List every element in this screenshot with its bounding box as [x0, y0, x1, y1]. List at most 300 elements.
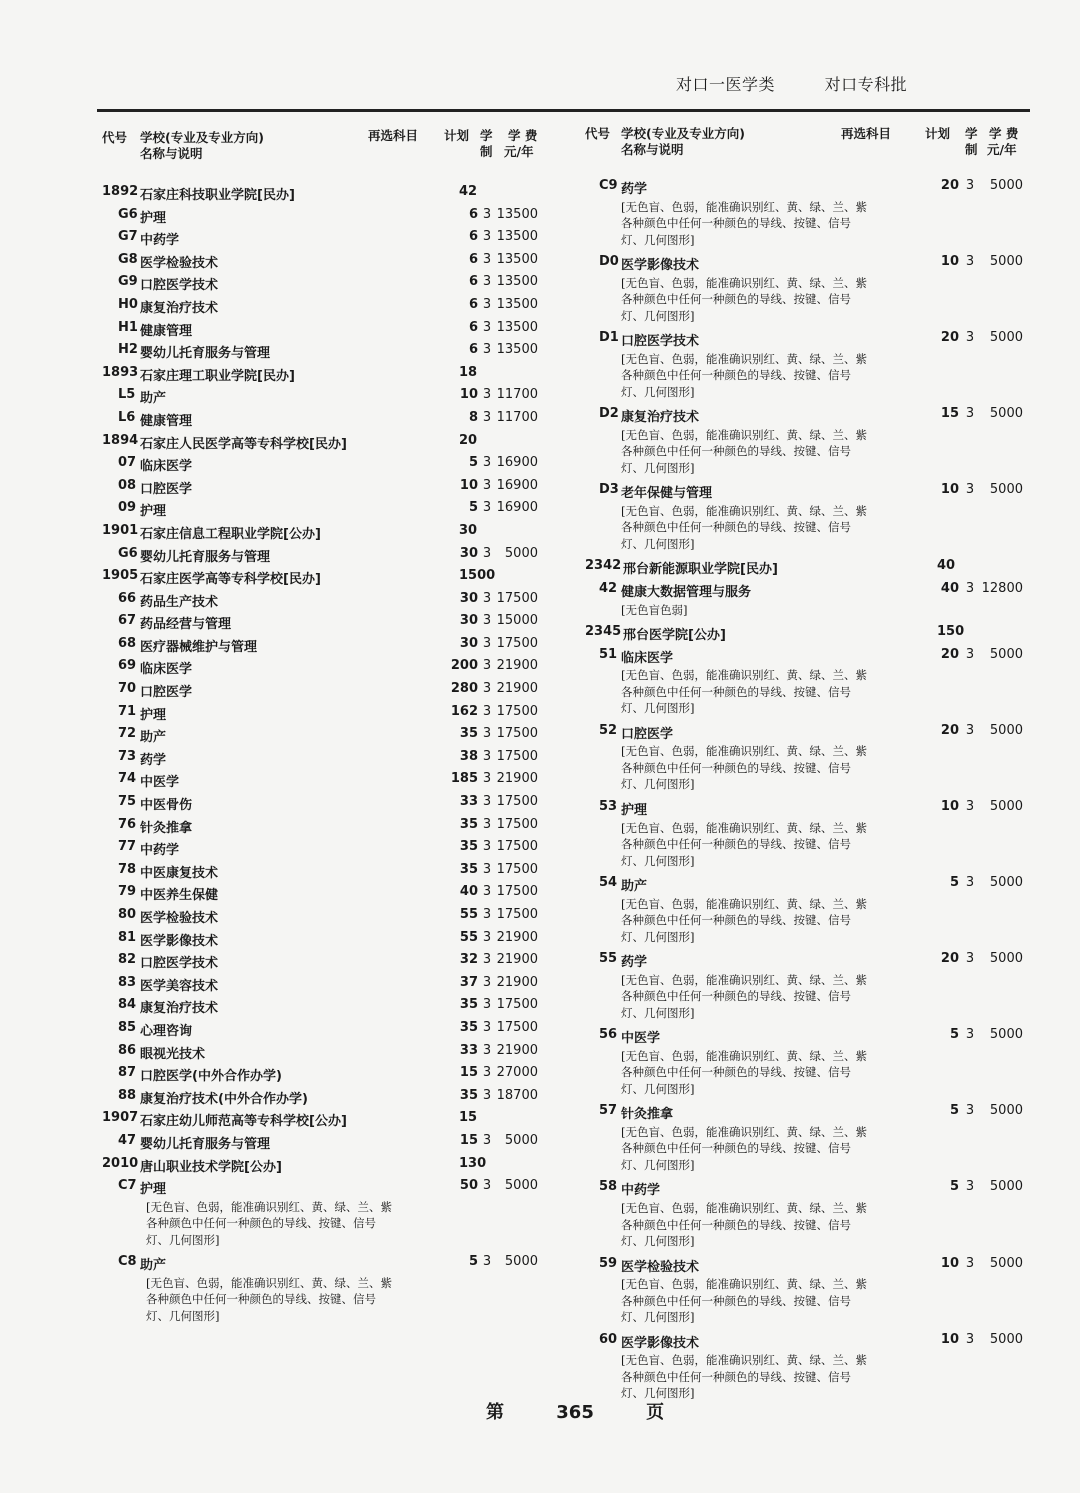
major-plan: 6 [468, 296, 478, 312]
major-length: 3 [482, 1065, 492, 1081]
batch-title: 对口专科批 [824, 75, 908, 94]
major-plan: 35 [459, 1019, 478, 1035]
major-fee: 21900 [496, 952, 538, 968]
major-plan: 55 [459, 907, 478, 922]
major-fee: 11700 [496, 387, 538, 403]
major-fee: 13500 [496, 319, 538, 335]
major-row [585, 721, 1035, 744]
major-plan: 50 [459, 1178, 478, 1194]
header-fee-sub: 元/年 [987, 142, 1017, 157]
school-code: 1894 [102, 432, 139, 448]
major-row [585, 1025, 1035, 1048]
major-code: 85 [118, 1019, 137, 1035]
major-length: 3 [482, 1178, 492, 1194]
major-code: 66 [118, 590, 137, 606]
section-title: 对口一医学类 [676, 75, 776, 94]
major-name: 医学检验技术 [621, 1259, 700, 1275]
major-row [102, 702, 550, 725]
major-note: [无色盲、色弱，能准确识别红、黄、绿、兰、紫 各种颜色中任何一种颜色的导线、按键、信号 灯、几何图形] [621, 427, 867, 475]
major-code: 83 [118, 974, 137, 990]
major-plan: 5 [468, 1254, 478, 1270]
major-code: 42 [599, 581, 618, 597]
major-name: 药品经营与管理 [140, 617, 232, 633]
major-name: 婴幼儿托育服务与管理 [140, 549, 271, 565]
major-code: 71 [118, 703, 137, 719]
major-code: G6 [118, 545, 138, 561]
major-fee: 11700 [496, 409, 538, 425]
major-plan: 6 [468, 274, 478, 290]
major-row [102, 611, 550, 634]
header-fee: 学 费 [508, 128, 538, 143]
major-length: 3 [482, 681, 492, 697]
major-row [585, 949, 1035, 972]
major-row [102, 1086, 550, 1109]
major-fee: 21900 [496, 771, 538, 787]
major-row [585, 579, 1035, 602]
major-fee: 17500 [496, 884, 538, 900]
major-row [585, 1330, 1035, 1353]
major-fee: 5000 [989, 798, 1023, 814]
major-name: 药学 [621, 955, 648, 971]
major-plan: 38 [459, 748, 478, 764]
major-note: [无色盲、色弱，能准确识别红、黄、绿、兰、紫 各种颜色中任何一种颜色的导线、按键、信号 灯、几何图形] [621, 744, 867, 792]
major-length: 3 [482, 409, 492, 425]
major-name: 眼视光技术 [140, 1046, 206, 1062]
major-row [102, 385, 550, 408]
major-code: 74 [118, 771, 137, 787]
major-length: 3 [482, 296, 492, 312]
major-code: 08 [118, 477, 137, 493]
header-rule [97, 109, 1030, 112]
major-length: 3 [965, 722, 975, 738]
major-fee: 17500 [496, 590, 538, 606]
major-note: [无色盲、色弱，能准确识别红、黄、绿、兰、紫 各种颜色中任何一种颜色的导线、按键、信号 灯、几何图形] [621, 275, 867, 323]
major-fee: 5000 [989, 1027, 1023, 1043]
major-name: 医学影像技术 [621, 1335, 700, 1351]
major-note: [无色盲、色弱，能准确识别红、黄、绿、兰、紫 各种颜色中任何一种颜色的导线、按键、信号 灯、几何图形] [621, 1124, 867, 1172]
major-name: 医学检验技术 [140, 255, 219, 271]
major-plan: 8 [468, 409, 478, 425]
school-code: 1893 [102, 364, 139, 380]
major-name: 口腔医学技术 [621, 334, 700, 350]
major-length: 3 [965, 1255, 975, 1271]
school-name: 石家庄理工职业学院[民办] [140, 368, 295, 384]
major-plan: 20 [940, 178, 959, 193]
page-number: 365 [556, 1402, 594, 1423]
major-fee: 5000 [504, 1132, 538, 1148]
school-plan: 42 [459, 184, 478, 199]
major-name: 口腔医学技术 [140, 278, 219, 294]
major-plan: 35 [459, 861, 478, 877]
major-plan: 20 [940, 646, 959, 662]
major-length: 3 [482, 997, 492, 1013]
major-note: [无色盲、色弱，能准确识别红、黄、绿、兰、紫 各种颜色中任何一种颜色的导线、按键、信号 灯、几何图形] [621, 820, 867, 868]
major-fee: 12800 [981, 581, 1023, 597]
school-code: 1892 [102, 184, 139, 199]
major-plan: 15 [940, 406, 959, 422]
major-fee: 21900 [496, 974, 538, 990]
major-plan: 185 [450, 771, 478, 787]
major-code: 53 [599, 798, 618, 814]
major-length: 3 [482, 1019, 492, 1035]
major-fee: 17500 [496, 703, 538, 719]
major-plan: 40 [459, 884, 478, 900]
header-plan: 计划 [444, 128, 470, 143]
major-name: 康复治疗技术 [140, 300, 219, 316]
major-code: 72 [118, 726, 137, 742]
major-plan: 35 [459, 839, 478, 855]
major-fee: 13500 [496, 206, 538, 222]
major-code: 79 [118, 884, 137, 900]
school-row [102, 521, 550, 544]
major-fee: 16900 [496, 455, 538, 471]
major-name: 助产 [140, 730, 167, 746]
major-code: 07 [118, 455, 137, 471]
major-length: 3 [482, 974, 492, 990]
school-code: 2342 [585, 558, 622, 574]
major-row [585, 1177, 1035, 1200]
major-code: 76 [118, 816, 137, 832]
major-length: 3 [965, 581, 975, 597]
major-fee: 5000 [989, 406, 1023, 422]
major-row [102, 928, 550, 951]
major-row [102, 453, 550, 476]
major-length: 3 [482, 455, 492, 471]
major-length: 3 [482, 229, 492, 245]
major-code: L6 [118, 409, 136, 425]
major-length: 3 [482, 952, 492, 968]
major-row [585, 404, 1035, 427]
school-plan: 30 [459, 522, 478, 538]
major-code: G6 [118, 206, 138, 222]
major-plan: 30 [459, 635, 478, 651]
major-length: 3 [482, 613, 492, 629]
major-length: 3 [482, 319, 492, 335]
school-row [102, 182, 550, 205]
major-plan: 30 [459, 613, 478, 629]
major-row [102, 882, 550, 905]
major-code: D2 [599, 406, 619, 422]
major-code: C8 [118, 1254, 137, 1270]
major-plan: 33 [459, 794, 478, 810]
major-name: 婴幼儿托育服务与管理 [140, 1136, 271, 1152]
major-row [102, 227, 550, 250]
major-code: 87 [118, 1065, 137, 1081]
major-fee: 13500 [496, 229, 538, 245]
school-name: 邢台新能源职业学院[民办] [623, 562, 778, 578]
major-code: 56 [599, 1027, 618, 1043]
major-plan: 20 [940, 330, 959, 346]
major-name: 临床医学 [621, 650, 674, 666]
school-name: 石家庄科技职业学院[民办] [140, 188, 295, 203]
major-code: 60 [599, 1331, 618, 1347]
major-code: 78 [118, 861, 137, 877]
major-fee: 5000 [989, 1255, 1023, 1271]
school-plan: 18 [459, 364, 478, 380]
header-resubject: 再选科目 [368, 128, 419, 143]
major-length: 3 [965, 254, 975, 270]
major-plan: 40 [940, 581, 959, 597]
major-plan: 6 [468, 206, 478, 222]
major-name: 口腔医学 [140, 481, 193, 497]
major-row [102, 1018, 550, 1041]
major-length: 3 [482, 206, 492, 222]
major-row [102, 747, 550, 770]
major-name: 口腔医学技术 [140, 956, 219, 972]
major-name: 助产 [140, 391, 167, 407]
major-plan: 10 [459, 477, 478, 493]
major-note: [无色盲、色弱，能准确识别红、黄、绿、兰、紫 各种颜色中任何一种颜色的导线、按键、信号 灯、几何图形] [621, 1048, 867, 1096]
major-code: 81 [118, 929, 137, 945]
major-note: [无色盲、色弱，能准确识别红、黄、绿、兰、紫 各种颜色中任何一种颜色的导线、按键、信号 灯、几何图形] [621, 1201, 867, 1248]
major-code: 75 [118, 794, 137, 810]
major-length: 3 [965, 482, 975, 498]
major-name: 健康管理 [140, 413, 193, 429]
major-note: [无色盲、色弱，能准确识别红、黄、绿、兰、紫 各种颜色中任何一种颜色的导线、按键、信号 灯、几何图形] [146, 1275, 392, 1323]
major-length: 3 [482, 342, 492, 358]
major-plan: 5 [468, 455, 478, 471]
major-fee: 5000 [989, 646, 1023, 662]
right-column [585, 126, 1035, 1406]
header-school-sub: 名称与说明 [140, 146, 203, 161]
major-row [102, 408, 550, 431]
major-length: 3 [482, 635, 492, 651]
major-code: G7 [118, 229, 138, 245]
major-plan: 15 [459, 1132, 478, 1148]
major-plan: 162 [450, 703, 478, 719]
school-name: 邢台医学院[公办] [623, 628, 726, 644]
major-name: 健康大数据管理与服务 [621, 585, 752, 601]
major-row [102, 295, 550, 318]
major-note: [无色盲色弱] [621, 602, 688, 617]
major-row [102, 1041, 550, 1064]
major-fee: 17500 [496, 794, 538, 810]
major-row [585, 328, 1035, 351]
school-code: 2345 [585, 624, 622, 640]
major-plan: 35 [459, 1087, 478, 1103]
major-row [102, 272, 550, 295]
major-row [102, 1176, 550, 1199]
major-row [102, 1063, 550, 1086]
major-name: 医疗器械维护与管理 [140, 639, 258, 655]
major-fee: 17500 [496, 997, 538, 1013]
major-row [102, 973, 550, 996]
major-length: 3 [482, 545, 492, 561]
header-length: 学 [965, 126, 978, 141]
major-length: 3 [482, 748, 492, 764]
major-length: 3 [965, 951, 975, 967]
major-length: 3 [482, 816, 492, 832]
left-list [102, 182, 550, 1324]
major-code: 70 [118, 681, 137, 697]
major-note: [无色盲、色弱，能准确识别红、黄、绿、兰、紫 各种颜色中任何一种颜色的导线、按键、信号 灯、几何图形] [621, 1353, 867, 1401]
major-row [585, 873, 1035, 896]
major-code: 51 [599, 646, 618, 662]
major-name: 药学 [140, 752, 167, 768]
major-plan: 10 [940, 254, 959, 270]
major-plan: 20 [940, 722, 959, 738]
major-row [102, 476, 550, 499]
major-plan: 6 [468, 229, 478, 245]
major-code: G9 [118, 274, 138, 290]
major-length: 3 [965, 646, 975, 662]
major-plan: 6 [468, 319, 478, 335]
major-name: 口腔医学 [140, 685, 193, 701]
major-length: 3 [965, 1331, 975, 1347]
major-note: [无色盲、色弱，能准确识别红、黄、绿、兰、紫 各种颜色中任何一种颜色的导线、按键、信号 灯、几何图形] [621, 199, 867, 247]
major-plan: 20 [940, 951, 959, 967]
major-name: 中医学 [621, 1031, 661, 1047]
major-code: H0 [118, 296, 138, 312]
major-plan: 6 [468, 251, 478, 267]
major-row [102, 769, 550, 792]
major-plan: 5 [949, 1179, 959, 1195]
major-plan: 5 [949, 1103, 959, 1119]
major-plan: 10 [940, 1331, 959, 1347]
major-name: 助产 [140, 1258, 167, 1274]
major-name: 护理 [140, 1182, 167, 1198]
major-name: 助产 [621, 879, 648, 895]
major-length: 3 [482, 251, 492, 267]
right-column-header [585, 126, 1035, 168]
right-list [585, 176, 1035, 1402]
major-fee: 5000 [989, 178, 1023, 193]
major-name: 护理 [140, 707, 167, 723]
major-code: 52 [599, 722, 618, 738]
major-length: 3 [965, 330, 975, 346]
major-note: [无色盲、色弱，能准确识别红、黄、绿、兰、紫 各种颜色中任何一种颜色的导线、按键、信号 灯、几何图形] [621, 503, 867, 551]
major-fee: 13500 [496, 251, 538, 267]
major-plan: 32 [459, 952, 478, 968]
major-plan: 35 [459, 997, 478, 1013]
major-length: 3 [965, 798, 975, 814]
major-fee: 15000 [496, 613, 538, 629]
major-row [102, 679, 550, 702]
major-name: 药学 [621, 182, 648, 197]
major-plan: 37 [459, 974, 478, 990]
header-length-sub: 制 [965, 142, 978, 157]
major-row [102, 724, 550, 747]
major-fee: 21900 [496, 1042, 538, 1058]
major-row [102, 544, 550, 567]
header-resubject: 再选科目 [841, 126, 892, 141]
major-length: 3 [965, 178, 975, 193]
major-code: 68 [118, 635, 137, 651]
major-fee: 5000 [989, 875, 1023, 891]
school-plan: 150 [937, 624, 965, 640]
major-name: 临床医学 [140, 459, 193, 475]
major-code: C7 [118, 1178, 137, 1194]
school-plan: 40 [937, 558, 956, 574]
major-row [102, 656, 550, 679]
major-code: 82 [118, 952, 137, 968]
major-name: 中医养生保健 [140, 888, 219, 904]
major-row [102, 498, 550, 521]
major-plan: 15 [459, 1065, 478, 1081]
major-fee: 5000 [989, 482, 1023, 498]
school-plan: 130 [459, 1155, 487, 1171]
major-name: 康复治疗技术(中外合作办学) [140, 1091, 308, 1107]
major-row [102, 837, 550, 860]
major-fee: 5000 [504, 545, 538, 561]
major-row [585, 252, 1035, 275]
major-name: 健康管理 [140, 323, 193, 339]
major-name: 老年保健与管理 [621, 486, 713, 502]
major-code: 80 [118, 907, 137, 922]
major-name: 医学美容技术 [140, 978, 219, 994]
major-code: 54 [599, 875, 618, 891]
major-row [102, 250, 550, 273]
major-length: 3 [965, 1179, 975, 1195]
major-length: 3 [482, 703, 492, 719]
major-fee: 16900 [496, 477, 538, 493]
school-code: 2010 [102, 1155, 139, 1171]
major-name: 护理 [140, 504, 167, 520]
major-fee: 16900 [496, 500, 538, 516]
major-note: [无色盲、色弱，能准确识别红、黄、绿、兰、紫 各种颜色中任何一种颜色的导线、按键、信号 灯、几何图形] [621, 896, 867, 944]
major-fee: 21900 [496, 658, 538, 674]
major-length: 3 [482, 477, 492, 493]
major-code: G8 [118, 251, 138, 267]
major-name: 药品生产技术 [140, 594, 219, 610]
school-plan: 15 [459, 1110, 478, 1126]
major-plan: 10 [940, 1255, 959, 1271]
major-length: 3 [482, 1254, 492, 1270]
major-name: 针灸推拿 [140, 820, 193, 836]
major-row [585, 1254, 1035, 1277]
major-plan: 35 [459, 816, 478, 832]
major-name: 针灸推拿 [621, 1107, 674, 1123]
school-name: 唐山职业技术学院[公办] [140, 1159, 282, 1175]
major-row [102, 815, 550, 838]
school-row [102, 1108, 550, 1131]
major-fee: 5000 [504, 1178, 538, 1194]
major-row [102, 1252, 550, 1275]
major-fee: 27000 [496, 1065, 538, 1081]
major-code: 88 [118, 1087, 137, 1103]
major-code: 69 [118, 658, 137, 674]
major-plan: 5 [949, 1027, 959, 1043]
major-length: 3 [482, 861, 492, 877]
school-code: 1905 [102, 568, 139, 584]
major-name: 婴幼儿托育服务与管理 [140, 346, 271, 362]
major-length: 3 [965, 875, 975, 891]
major-row [585, 176, 1035, 199]
left-column [102, 126, 550, 1328]
major-code: L5 [118, 387, 136, 403]
major-plan: 10 [459, 387, 478, 403]
major-name: 康复治疗技术 [140, 1001, 219, 1017]
header-school: 学校(专业及专业方向) [621, 126, 745, 141]
header-fee-sub: 元/年 [504, 144, 534, 159]
major-code: H2 [118, 342, 138, 358]
major-length: 3 [965, 406, 975, 422]
major-length: 3 [482, 1087, 492, 1103]
major-length: 3 [482, 884, 492, 900]
footer-prefix: 第 [486, 1402, 504, 1423]
major-length: 3 [965, 1027, 975, 1043]
major-length: 3 [482, 726, 492, 742]
major-length: 3 [482, 907, 492, 922]
major-length: 3 [482, 590, 492, 606]
major-row [102, 340, 550, 363]
school-name: 石家庄信息工程职业学院[公办] [140, 526, 321, 542]
header-fee: 学 费 [989, 126, 1019, 141]
school-row [585, 556, 1035, 579]
major-length: 3 [482, 1132, 492, 1148]
major-row [102, 634, 550, 657]
major-plan: 30 [459, 545, 478, 561]
